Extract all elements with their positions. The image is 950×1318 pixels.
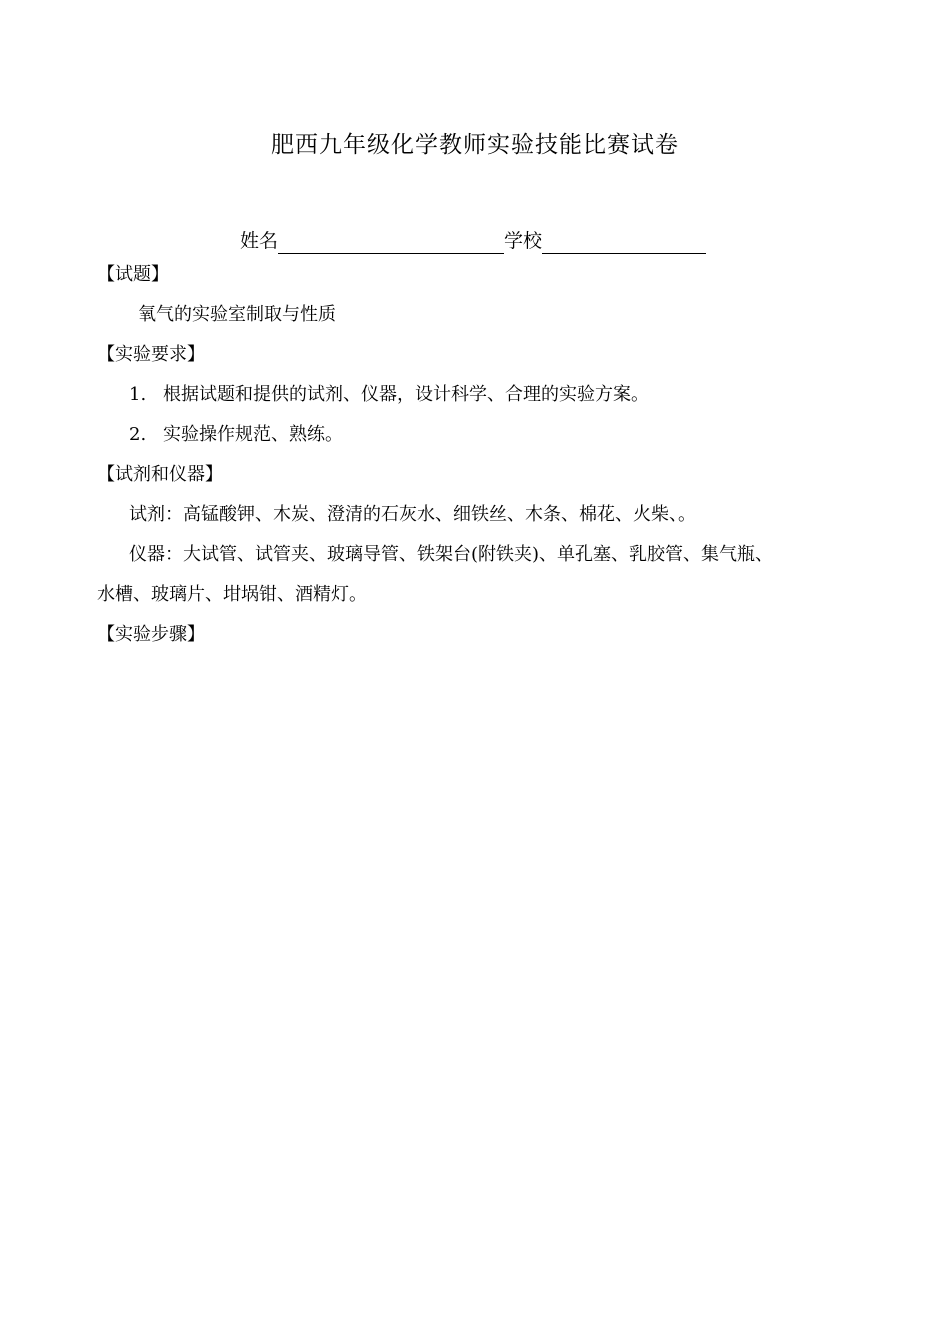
page-title: 肥西九年级化学教师实验技能比赛试卷: [271, 132, 679, 158]
topic-text: 氧气的实验室制取与性质: [138, 304, 336, 325]
name-label: 姓名: [240, 230, 279, 252]
school-blank-line[interactable]: [542, 231, 706, 254]
requirement-text: 根据试题和提供的试剂、仪器，设计科学、合理的实验方案。: [163, 384, 649, 405]
requirement-text: 实验操作规范、熟练。: [163, 424, 343, 445]
requirement-number: 1.: [129, 384, 147, 405]
materials-heading: 【试剂和仪器】: [97, 464, 223, 485]
name-school-row: [240, 226, 706, 253]
topic-heading: 【试题】: [97, 264, 169, 285]
name-blank-line[interactable]: [278, 231, 504, 254]
steps-heading: 【实验步骤】: [97, 624, 205, 645]
requirements-heading: 【实验要求】: [97, 344, 205, 365]
requirement-item: [129, 380, 649, 406]
instruments-line-continued: 水槽、玻璃片、坩埚钳、酒精灯。: [97, 584, 367, 605]
requirement-item: [129, 420, 343, 446]
instruments-line: 仪器：大试管、试管夹、玻璃导管、铁架台(附铁夹)、单孔塞、乳胶管、集气瓶、: [129, 544, 774, 565]
school-label: 学校: [504, 230, 543, 252]
reagents-line: 试剂：高锰酸钾、木炭、澄清的石灰水、细铁丝、木条、棉花、火柴、。: [129, 504, 696, 525]
requirement-number: 2.: [129, 424, 147, 445]
